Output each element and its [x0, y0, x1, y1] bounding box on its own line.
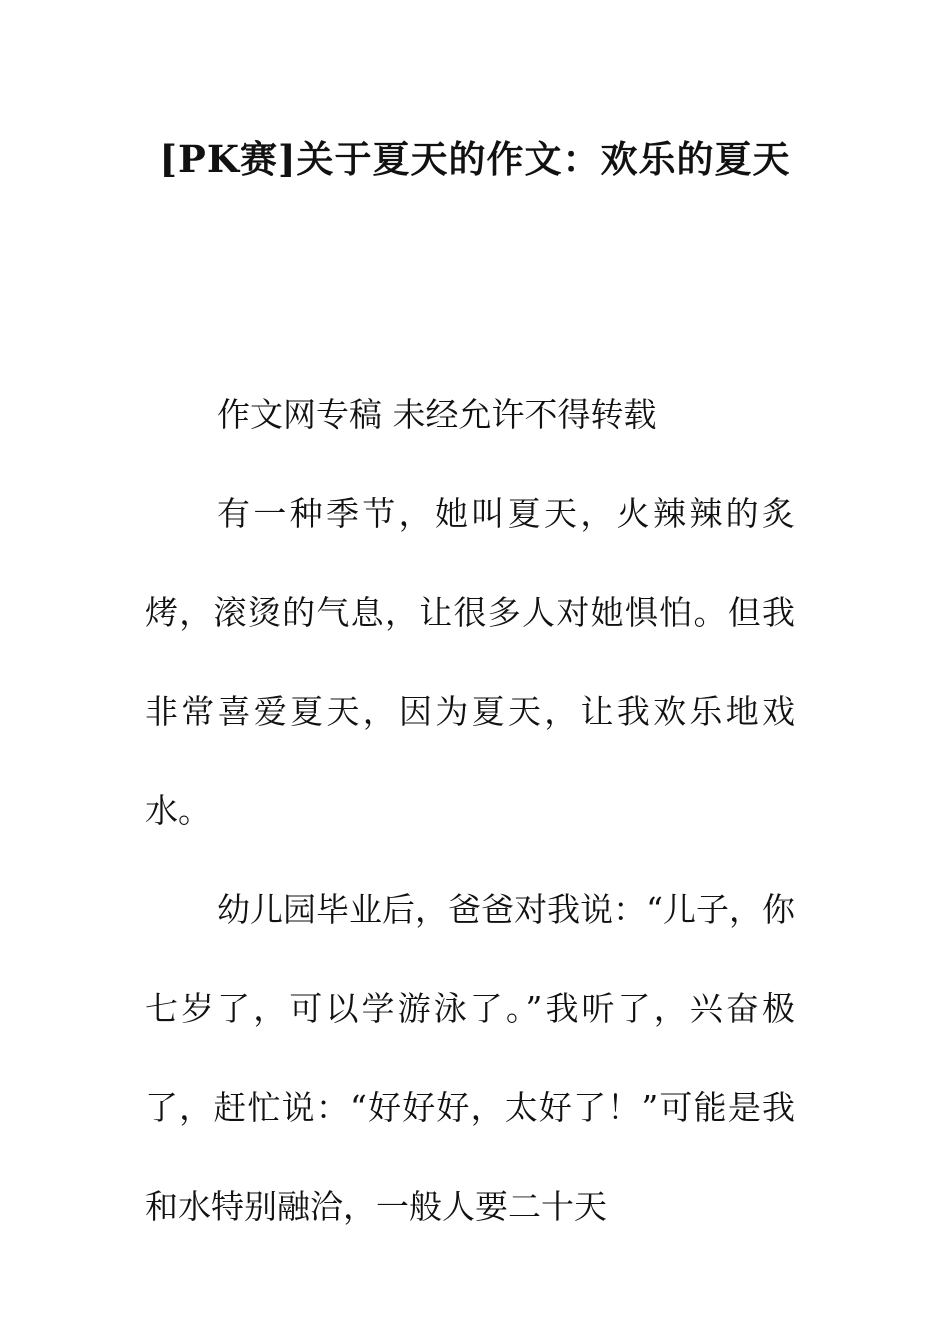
- document-body: [145, 365, 795, 1256]
- paragraph-story: 幼儿园毕业后，爸爸对我说：“儿子，你七岁了，可以学游泳了。”我听了，兴奋极了，赶忙说：“好好好，太好了！”可能是我和水特别融洽，一般人要二十天: [145, 890, 795, 1226]
- paragraph-intro: 有一种季节，她叫夏天，火辣辣的炙烤，滚烫的气息，让很多人对她惧怕。但我非常喜爱夏天，因为夏天，让我欢乐地戏水。: [145, 494, 795, 830]
- paragraph-byline: 作文网专稿 未经允许不得转载: [217, 395, 657, 434]
- document-title: [PK赛]关于夏天的作文：欢乐的夏天: [159, 137, 791, 181]
